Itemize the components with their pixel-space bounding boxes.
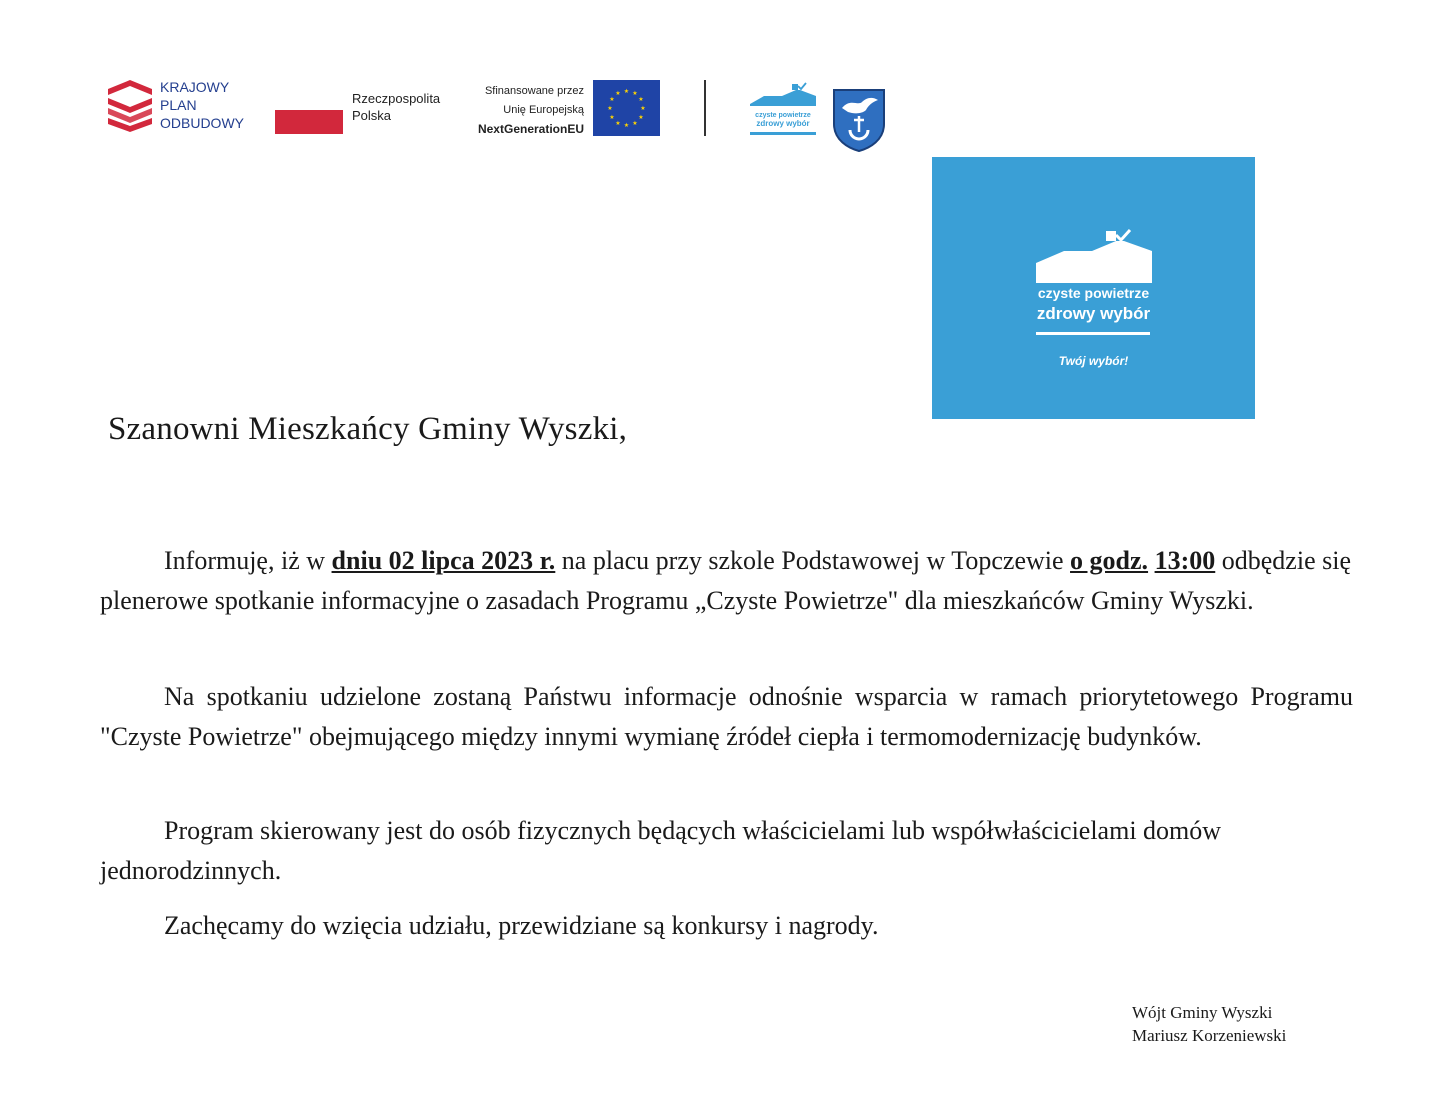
paragraph-support [100,677,1353,757]
eu-line: Sfinansowane przez [484,85,584,97]
p3-text: Program skierowany jest do osób fizycznych będących właścicielami lub współwłaścicielami domów jednorodzinnych. [100,816,1222,885]
eu-funding-text [458,82,584,139]
kpo-logo-icon [108,80,152,132]
house-check-icon [1034,229,1154,283]
rp-line: Polska [352,108,392,123]
svg-text:★: ★ [623,122,630,129]
panel-line2: zdrowy wybór [1036,304,1151,323]
panel-underline [1036,332,1150,335]
signature-block [1132,1001,1286,1047]
svg-text:★: ★ [615,90,621,97]
rp-logo-text [352,90,440,124]
p4-text: Zachęcamy do wzięcia udziału, przewidziane są konkursy i nagrody. [164,911,879,940]
p1-text: Informuję, iż w [164,546,332,575]
svg-text:★: ★ [615,120,621,127]
meeting-date: dniu 02 lipca 2023 r. [331,546,556,575]
signature-title: Wójt Gminy Wyszki [1132,1003,1273,1022]
eu-flag-icon [593,80,660,136]
meeting-time-label: o godz. [1070,546,1149,575]
p1-text: odbędzie się plenerowe spotkanie informacyjne o zasadach Programu „Czyste Powietrze" dla mieszkańców Gminy Wyszki. [100,546,1351,615]
poland-flag-icon [275,88,343,134]
kpo-line: PLAN [160,97,197,113]
eu-line: NextGenerationEU [477,122,584,136]
svg-text:★: ★ [632,120,638,127]
p2-text: Na spotkaniu udzielone zostaną Państwu informacje odnośnie wsparcia w ramach priorytetowego Programu "Czyste Powietrze" obejmującego między innymi wymianę źródeł ciepła i termomodernizację budynków. [100,682,1353,751]
rp-line: Rzeczpospolita [352,91,441,106]
czyste-powietrze-panel [932,157,1255,419]
svg-text:★: ★ [609,114,615,121]
eu-line: Unię Europejską [503,104,584,116]
cp-small-line: zdrowy wybór [756,119,810,128]
p1-text: na placu przy szkole Podstawowej w Topczewie [555,546,1071,575]
panel-tagline: Twój wybór! [1058,354,1129,368]
kpo-logo-text [160,78,244,132]
svg-text:★: ★ [638,96,644,103]
svg-text:★: ★ [623,88,630,95]
svg-text:★: ★ [607,105,613,112]
kpo-line: ODBUDOWY [160,115,244,131]
paragraph-meeting [100,541,1351,621]
cp-small-line: czyste powietrze [755,112,811,119]
meeting-time: 13:00 [1154,546,1216,575]
header-separator [704,80,706,136]
svg-text:★: ★ [638,114,644,121]
svg-text:★: ★ [640,105,646,112]
paragraph-eligibility [100,811,1300,891]
kpo-line: KRAJOWY [160,79,230,95]
svg-text:★: ★ [632,90,638,97]
panel-line1: czyste powietrze [1037,285,1150,301]
paragraph-invitation [100,906,1351,946]
signature-name: Mariusz Korzeniewski [1132,1026,1287,1045]
greeting: Szanowni Mieszkańcy Gminy Wyszki, [108,411,628,447]
gmina-crest-icon [832,88,886,152]
czyste-powietrze-logo-icon [748,82,818,140]
svg-text:★: ★ [609,96,615,103]
